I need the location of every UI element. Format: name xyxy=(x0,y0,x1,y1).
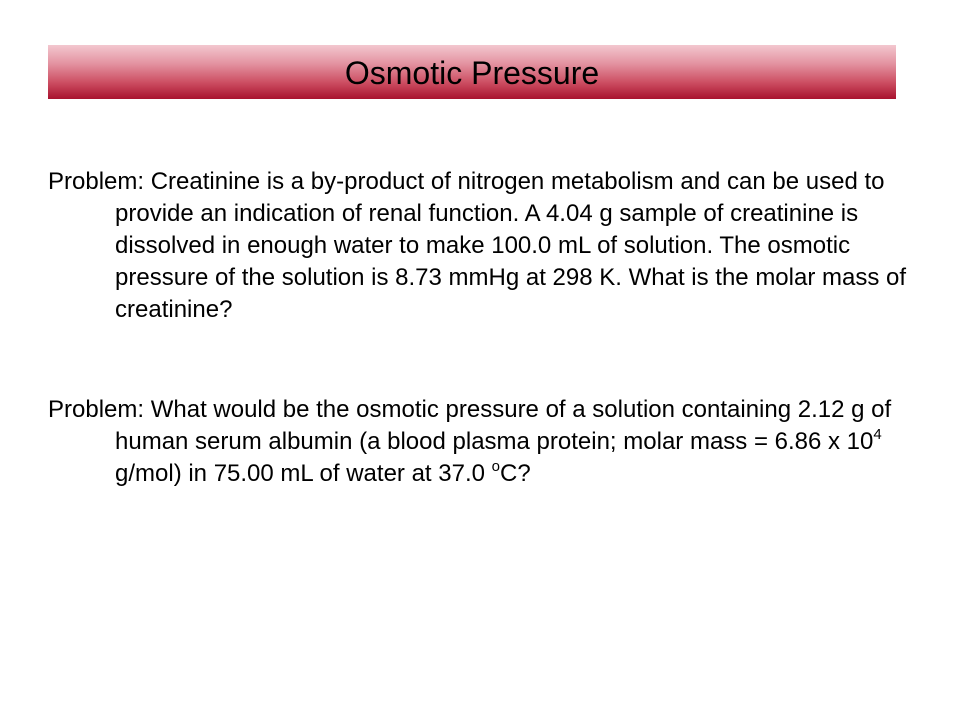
degree-superscript: o xyxy=(491,458,500,475)
problem-1-label: Problem: xyxy=(48,168,145,195)
problem-1 xyxy=(48,166,920,326)
problem-2 xyxy=(48,394,920,490)
problem-2-label: Problem: xyxy=(48,396,145,423)
problem-2-text-middle: g/mol) in 75.00 mL of water at 37.0 xyxy=(115,460,492,487)
problem-2-text-end: C? xyxy=(499,460,531,487)
slide-title: Osmotic Pressure xyxy=(344,55,600,91)
exponent-superscript: 4 xyxy=(873,426,882,443)
title-bar xyxy=(48,45,896,99)
problem-1-text: Creatinine is a by-product of nitrogen metabolism and can be used to provide an indication of renal function. A 4.04 g sample of creatinine is dissolved in enough water to make 100.0 mL of solution. The osmotic pressure of the solution is 8.73 mmHg at 298 K. What is the molar mass of creatinine? xyxy=(115,168,907,323)
problem-2-text-start: What would be the osmotic pressure of a solution containing 2.12 g of human serum albumin (a blood plasma protein; molar mass = 6.86 x 10 xyxy=(115,396,892,455)
